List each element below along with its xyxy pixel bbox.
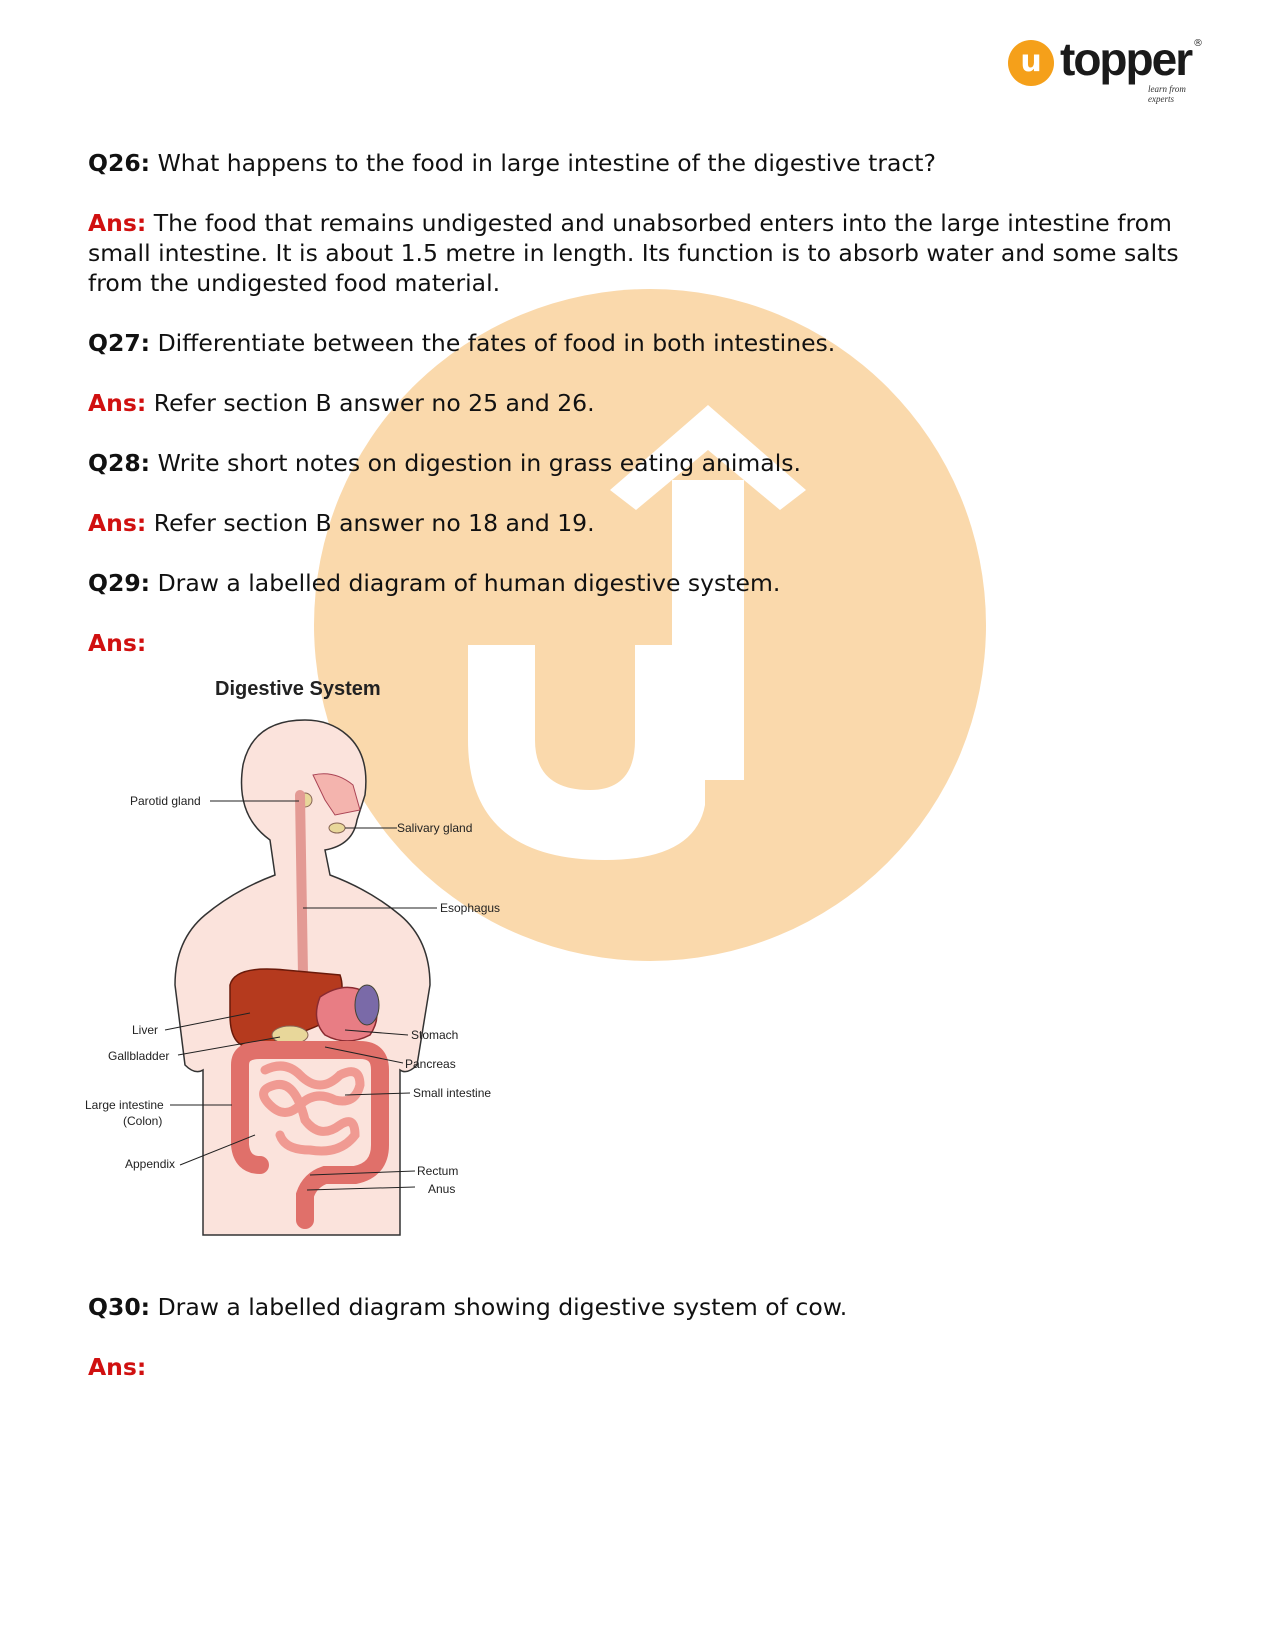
label-large-intestine: Large intestine: [85, 1098, 164, 1112]
question-29: [88, 568, 1198, 598]
answer-label: Ans:: [88, 389, 147, 417]
answer-27: [88, 388, 1198, 418]
question-26: [88, 148, 1198, 178]
logo-icon: u: [1008, 40, 1054, 86]
topper-logo: [1008, 33, 1208, 104]
answer-text: The food that remains undigested and unabsorbed enters into the large intestine from small intestine. It is about 1.5 metre in length. Its function is to absorb water and some salts from the undigested food material.: [88, 209, 1179, 297]
label-anus: Anus: [428, 1182, 456, 1196]
answer-text: Refer section B answer no 18 and 19.: [153, 509, 595, 537]
question-text: Write short notes on digestion in grass eating animals.: [157, 449, 801, 477]
answer-29: [88, 628, 1198, 658]
label-salivary-gland: Salivary gland: [397, 821, 473, 835]
question-label: Q30:: [88, 1293, 151, 1321]
answer-label: Ans:: [88, 209, 147, 237]
question-27: [88, 328, 1198, 358]
question-28: [88, 448, 1198, 478]
label-small-intestine: Small intestine: [413, 1086, 492, 1100]
question-label: Q26:: [88, 149, 151, 177]
question-text: What happens to the food in large intestine of the digestive tract?: [157, 149, 936, 177]
question-text: Differentiate between the fates of food in both intestines.: [157, 329, 836, 357]
answer-30: [88, 1352, 1198, 1382]
question-text: Draw a labelled diagram of human digestive system.: [157, 569, 781, 597]
answer-26: [88, 208, 1198, 298]
label-pancreas: Pancreas: [405, 1057, 456, 1071]
answer-label: Ans:: [88, 1353, 147, 1381]
label-rectum: Rectum: [417, 1164, 459, 1178]
answer-text: Refer section B answer no 25 and 26.: [153, 389, 595, 417]
question-label: Q28:: [88, 449, 151, 477]
label-appendix: Appendix: [125, 1157, 176, 1171]
label-parotid-gland: Parotid gland: [130, 794, 201, 808]
logo-text: topper: [1060, 33, 1192, 85]
digestive-system-diagram: [85, 675, 545, 1265]
question-label: Q29:: [88, 569, 151, 597]
label-esophagus: Esophagus: [440, 901, 501, 915]
question-label: Q27:: [88, 329, 151, 357]
answer-label: Ans:: [88, 509, 147, 537]
diagram-title: Digestive System: [215, 678, 381, 700]
logo-tagline: learn from experts: [1148, 84, 1186, 104]
label-stomach: Stomach: [411, 1028, 459, 1042]
label-liver: Liver: [132, 1023, 159, 1037]
question-text: Draw a labelled diagram showing digestive system of cow.: [157, 1293, 848, 1321]
answer-28: [88, 508, 1198, 538]
label-gallbladder: Gallbladder: [108, 1049, 170, 1063]
label-colon: (Colon): [123, 1114, 163, 1128]
logo-registered: ®: [1193, 38, 1203, 49]
answer-label: Ans:: [88, 629, 147, 657]
question-30: [88, 1292, 1198, 1322]
